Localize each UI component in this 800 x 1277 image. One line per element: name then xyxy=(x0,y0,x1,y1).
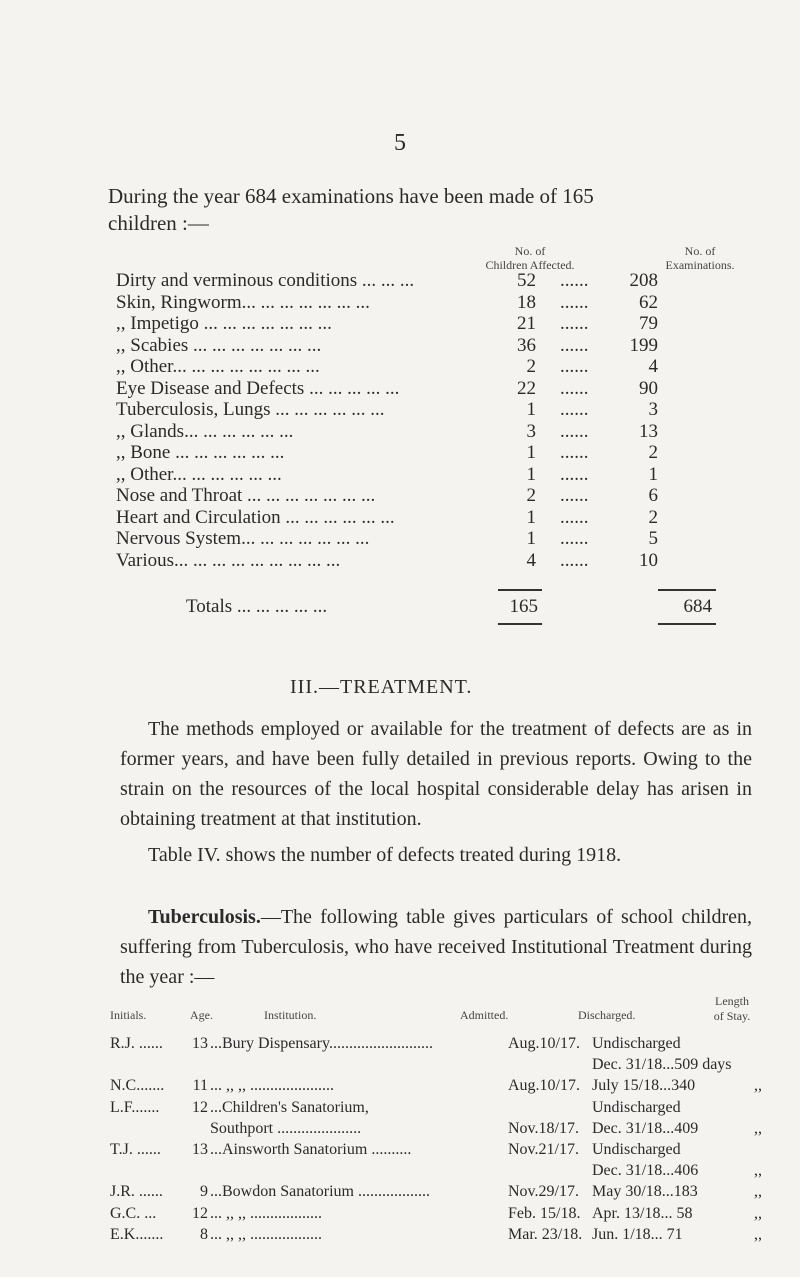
tuberculosis-text: —The following table gives particulars of school children, suffering from Tuberculosis, who have received Institutional Treatment during the year :— xyxy=(120,906,752,988)
table-row xyxy=(116,270,776,292)
row-leader: ...... xyxy=(560,420,589,442)
row-label: ,, Impetigo ... ... ... ... ... ... ... xyxy=(116,313,332,334)
intro-text xyxy=(108,183,748,237)
cell-discharged: July 15/18...340 xyxy=(592,1077,696,1095)
table-row xyxy=(116,464,776,486)
cell-initials: J.R. ...... xyxy=(110,1183,163,1201)
total-rule-exams xyxy=(658,589,716,591)
cell-age: 11 xyxy=(192,1077,208,1095)
row-exams: 208 xyxy=(629,270,658,291)
table-row xyxy=(116,442,776,464)
cell-institution: ... ,, ,, ..................... xyxy=(210,1077,334,1095)
row-leader: ...... xyxy=(560,485,589,506)
row-exams: 10 xyxy=(639,549,658,571)
row-label: Nervous System... ... ... ... ... ... ... xyxy=(116,528,370,549)
totals-row xyxy=(186,596,776,618)
row-exams: 79 xyxy=(639,313,658,334)
row-exams: 5 xyxy=(648,528,658,549)
treatment-text: The methods employed or available for the treatment of defects are as in former years, and have been fully detailed in previous reports. Owing to the strain on the resources of the local hospital considerable delay has arisen in obtaining treatment at that institution. xyxy=(120,718,752,830)
row-exams: 2 xyxy=(648,506,658,528)
tuberculosis-paragraph xyxy=(120,902,752,992)
totals-label: Totals ... ... ... ... ... xyxy=(186,596,328,617)
cell-initials: G.C. ... xyxy=(110,1204,157,1222)
totals-affected: 165 xyxy=(509,596,538,617)
table-row xyxy=(110,1205,800,1225)
cell-institution: ... ,, ,, .................. xyxy=(210,1204,322,1222)
table-row xyxy=(116,421,776,443)
row-leader: ...... xyxy=(560,270,589,291)
cell-admitted: Aug.10/17. xyxy=(508,1035,580,1052)
intro-line-1: During the year 684 examinations have been made of 165 xyxy=(108,184,594,208)
row-affected: 2 xyxy=(526,356,536,377)
cell-initials: T.J. ...... xyxy=(110,1141,161,1158)
row-leader: ...... xyxy=(560,377,589,399)
table-row xyxy=(116,528,776,550)
row-exams: 4 xyxy=(648,356,658,377)
table-row xyxy=(116,313,776,335)
table-row xyxy=(116,485,776,507)
row-affected: 18 xyxy=(517,291,536,313)
table-iv-text: Table IV. shows the number of defects treated during 1918. xyxy=(148,844,622,866)
table-row xyxy=(110,1035,800,1055)
cell-initials: R.J. ...... xyxy=(110,1035,163,1052)
table-row xyxy=(116,507,776,529)
cell-age: 8 xyxy=(200,1225,208,1243)
cell-length: ,, xyxy=(754,1119,762,1137)
cell-institution: ... ,, ,, .................. xyxy=(210,1225,322,1243)
row-label: Heart and Circulation ... ... ... ... ... ... xyxy=(116,506,395,528)
row-affected: 22 xyxy=(517,377,536,399)
tuberculosis-lead: Tuberculosis. xyxy=(148,906,261,928)
row-leader: ...... xyxy=(560,356,589,377)
row-affected: 1 xyxy=(526,442,536,463)
cell-age: 13 xyxy=(192,1035,208,1052)
cell-institution: ...Ainsworth Sanatorium .......... xyxy=(210,1141,412,1158)
row-affected: 1 xyxy=(526,463,536,485)
table-row xyxy=(116,550,776,572)
cell-admitted: Nov.29/17. xyxy=(508,1183,579,1201)
table-row xyxy=(110,1141,800,1161)
cell-age: 13 xyxy=(192,1141,208,1158)
row-label: Eye Disease and Defects ... ... ... ... ... xyxy=(116,377,400,399)
cell-discharged: Undischarged xyxy=(592,1098,681,1116)
row-affected: 3 xyxy=(526,420,536,442)
row-label: ,, Other... ... ... ... ... ... ... ... xyxy=(116,356,320,377)
row-exams: 6 xyxy=(648,485,658,506)
row-affected: 1 xyxy=(526,506,536,528)
row-leader: ...... xyxy=(560,313,589,334)
totals-exams: 684 xyxy=(683,596,712,617)
treatment-paragraph xyxy=(120,714,752,834)
cell-institution: ...Bury Dispensary.......................... xyxy=(210,1035,433,1052)
row-label: ,, Glands... ... ... ... ... ... xyxy=(116,420,294,442)
table-row xyxy=(116,399,776,421)
row-affected: 1 xyxy=(526,528,536,549)
table-row xyxy=(116,356,776,378)
row-label: ,, Other... ... ... ... ... ... xyxy=(116,463,282,485)
total-rule-affected xyxy=(498,589,542,591)
hdr-admitted: Admitted. xyxy=(460,1008,509,1022)
cell-institution: ...Bowdon Sanatorium .................. xyxy=(210,1183,430,1201)
cell-discharged: Dec. 31/18...409 xyxy=(592,1119,699,1137)
cell-institution: Southport ..................... xyxy=(210,1119,362,1137)
table-row xyxy=(116,378,776,400)
row-leader: ...... xyxy=(560,291,589,313)
cell-discharged: Undischarged xyxy=(592,1035,681,1052)
cell-discharged: Dec. 31/18...509 days xyxy=(592,1056,732,1074)
table-row xyxy=(110,1226,800,1246)
cell-admitted: Nov.18/17. xyxy=(508,1119,579,1137)
cell-discharged: Apr. 13/18... 58 xyxy=(592,1204,693,1222)
col-affected-header: No. of Children Affected. xyxy=(485,244,575,272)
cell-admitted: Feb. 15/18. xyxy=(508,1204,581,1222)
section-heading: III.—TREATMENT. xyxy=(290,676,473,698)
hdr-age: Age. xyxy=(190,1008,213,1022)
row-label: Skin, Ringworm... ... ... ... ... ... ... xyxy=(116,291,370,313)
row-leader: ...... xyxy=(560,506,589,528)
row-exams: 199 xyxy=(629,334,658,356)
row-label: Various... ... ... ... ... ... ... ... ... xyxy=(116,549,341,571)
row-label: Dirty and verminous conditions ... ... ... xyxy=(116,270,415,291)
intro-line-2: children :— xyxy=(108,211,209,235)
cell-discharged: Undischarged xyxy=(592,1141,681,1158)
cell-length: ,, xyxy=(754,1204,762,1222)
cell-admitted: Aug.10/17. xyxy=(508,1077,580,1095)
table-row xyxy=(110,1162,800,1182)
cell-institution: ...Children's Sanatorium, xyxy=(210,1098,369,1116)
row-exams: 13 xyxy=(639,420,658,442)
col-exams-header: No. of Examinations. xyxy=(665,244,735,272)
row-affected: 1 xyxy=(526,399,536,420)
row-leader: ...... xyxy=(560,334,589,356)
table-row xyxy=(110,1099,800,1119)
row-affected: 36 xyxy=(517,334,536,356)
row-leader: ...... xyxy=(560,442,589,463)
row-affected: 2 xyxy=(526,485,536,506)
total-underline-exams xyxy=(658,623,716,625)
hdr-length: Length of Stay. xyxy=(713,994,751,1023)
cell-admitted: Mar. 23/18. xyxy=(508,1225,583,1243)
cell-age: 9 xyxy=(200,1183,208,1201)
cell-length: ,, xyxy=(754,1077,762,1095)
cell-discharged: Dec. 31/18...406 xyxy=(592,1162,699,1180)
cell-age: 12 xyxy=(192,1204,208,1222)
cell-initials: L.F....... xyxy=(110,1098,160,1116)
cell-initials: E.K....... xyxy=(110,1225,164,1243)
cell-admitted: Nov.21/17. xyxy=(508,1141,579,1158)
cell-length: ,, xyxy=(754,1162,762,1180)
row-leader: ...... xyxy=(560,528,589,549)
cell-discharged: Jun. 1/18... 71 xyxy=(592,1225,683,1243)
cell-length: ,, xyxy=(754,1183,762,1201)
table-row xyxy=(116,292,776,314)
row-exams: 3 xyxy=(648,399,658,420)
table-iv-paragraph xyxy=(120,840,752,870)
cell-discharged: May 30/18...183 xyxy=(592,1183,698,1201)
hdr-discharged: Discharged. xyxy=(578,1008,636,1022)
row-label: Nose and Throat ... ... ... ... ... ... ... xyxy=(116,485,376,506)
row-affected: 21 xyxy=(517,313,536,334)
table-row xyxy=(110,1183,800,1203)
row-label: Tuberculosis, Lungs ... ... ... ... ... ... xyxy=(116,399,385,420)
table-row xyxy=(110,1120,800,1140)
row-label: ,, Scabies ... ... ... ... ... ... ... xyxy=(116,334,322,356)
cell-length: ,, xyxy=(754,1225,762,1243)
hdr-institution: Institution. xyxy=(264,1008,317,1022)
table-row xyxy=(110,1056,800,1076)
table-row xyxy=(116,335,776,357)
cell-age: 12 xyxy=(192,1098,208,1116)
row-leader: ...... xyxy=(560,549,589,571)
hdr-initials: Initials. xyxy=(110,1008,147,1022)
page-number: 5 xyxy=(394,130,406,156)
row-leader: ...... xyxy=(560,463,589,485)
row-exams: 62 xyxy=(639,291,658,313)
row-exams: 90 xyxy=(639,377,658,399)
row-exams: 2 xyxy=(648,442,658,463)
total-underline-affected xyxy=(498,623,542,625)
row-exams: 1 xyxy=(648,463,658,485)
row-affected: 4 xyxy=(526,549,536,571)
row-label: ,, Bone ... ... ... ... ... ... xyxy=(116,442,285,463)
row-affected: 52 xyxy=(517,270,536,291)
table-row xyxy=(110,1077,800,1097)
cell-initials: N.C....... xyxy=(110,1077,165,1095)
row-leader: ...... xyxy=(560,399,589,420)
